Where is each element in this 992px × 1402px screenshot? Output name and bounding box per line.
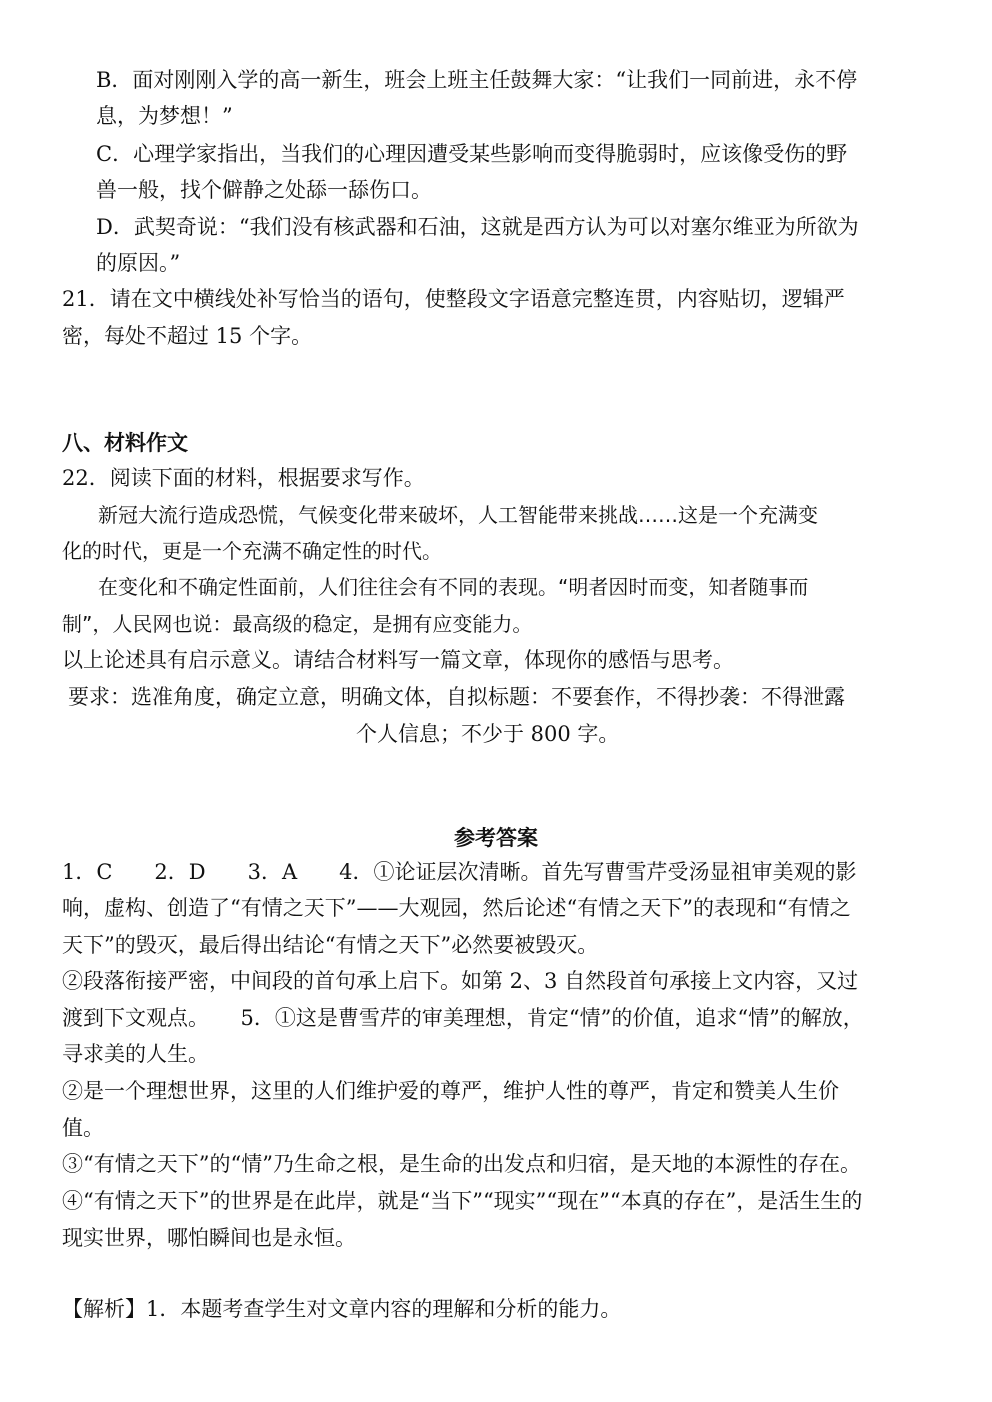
q21-line1: 21．请在文中横线处补写恰当的语句，使整段文字语意完整连贯，内容贴切，逻辑严 bbox=[62, 287, 845, 311]
material-paragraph-2-line2: 制”，人民网也说：最高级的稳定，是拥有应变能力。 bbox=[62, 612, 533, 636]
analysis-line-1: 【解析】1．本题考查学生对文章内容的理解和分析的能力。 bbox=[62, 1297, 622, 1321]
writing-requirement-line2: 个人信息；不少于 800 字。 bbox=[356, 722, 620, 746]
answers-line-8: 值。 bbox=[62, 1116, 104, 1140]
answers-line-1: 1．C 2．D 3．A 4．①论证层次清晰。首先写曹雪芹受汤显祖审美观的影 bbox=[62, 860, 857, 884]
section-heading-material-essay: 八、材料作文 bbox=[62, 430, 188, 455]
answers-line-2: 响，虚构、创造了“有情之天下”——大观园，然后论述“有情之天下”的表现和“有情之 bbox=[62, 896, 851, 920]
writing-instruction: 以上论述具有启示意义。请结合材料写一篇文章，体现你的感悟与思考。 bbox=[62, 648, 734, 672]
answers-line-4: ②段落衔接严密，中间段的首句承上启下。如第 2、3 自然段首句承接上文内容，又过 bbox=[62, 969, 859, 993]
answers-line-11: 现实世界，哪怕瞬间也是永恒。 bbox=[62, 1226, 356, 1250]
q20-option-c-line2: 兽一般，找个僻静之处舔一舔伤口。 bbox=[96, 178, 432, 202]
q22-prompt: 22．阅读下面的材料，根据要求写作。 bbox=[62, 466, 425, 490]
material-paragraph-1-line1: 新冠大流行造成恐慌，气候变化带来破坏，人工智能带来挑战……这是一个充满变 bbox=[98, 503, 818, 527]
material-paragraph-1-line2: 化的时代，更是一个充满不确定性的时代。 bbox=[62, 539, 442, 563]
q20-option-d-line2: 的原因。” bbox=[96, 251, 181, 275]
answers-line-10: ④“有情之天下”的世界是在此岸，就是“当下”“现实”“现在”“本真的存在”，是活生生的 bbox=[62, 1189, 863, 1213]
q21-line2: 密，每处不超过 15 个字。 bbox=[62, 324, 313, 348]
answers-line-6: 寻求美的人生。 bbox=[62, 1042, 209, 1066]
answers-line-3: 天下”的毁灭，最后得出结论“有情之天下”必然要被毁灭。 bbox=[62, 933, 599, 957]
material-paragraph-2-line1: 在变化和不确定性面前，人们往往会有不同的表现。“明者因时而变，知者随事而 bbox=[98, 575, 809, 599]
q20-option-d-line1: D．武契奇说：“我们没有核武器和石油，这就是西方认为可以对塞尔维亚为所欲为 bbox=[96, 215, 859, 239]
q20-option-b-line1: B．面对刚刚入学的高一新生，班会上班主任鼓舞大家：“让我们一同前进，永不停 bbox=[96, 68, 858, 92]
answers-heading: 参考答案 bbox=[454, 825, 538, 850]
answers-line-7: ②是一个理想世界，这里的人们维护爱的尊严，维护人性的尊严，肯定和赞美人生价 bbox=[62, 1079, 839, 1103]
writing-requirement-line1: 要求：选准角度，确定立意，明确文体，自拟标题：不要套作，不得抄袭：不得泄露 bbox=[68, 685, 845, 709]
answers-line-5: 渡到下文观点。 5．①这是曹雪芹的审美理想，肯定“情”的价值，追求“情”的解放， bbox=[62, 1006, 864, 1030]
answers-line-9: ③“有情之天下”的“情”乃生命之根，是生命的出发点和归宿，是天地的本源性的存在。 bbox=[62, 1152, 861, 1176]
q20-option-c-line1: C．心理学家指出，当我们的心理因遭受某些影响而变得脆弱时，应该像受伤的野 bbox=[96, 142, 848, 166]
q20-option-b-line2: 息，为梦想！” bbox=[96, 104, 233, 128]
